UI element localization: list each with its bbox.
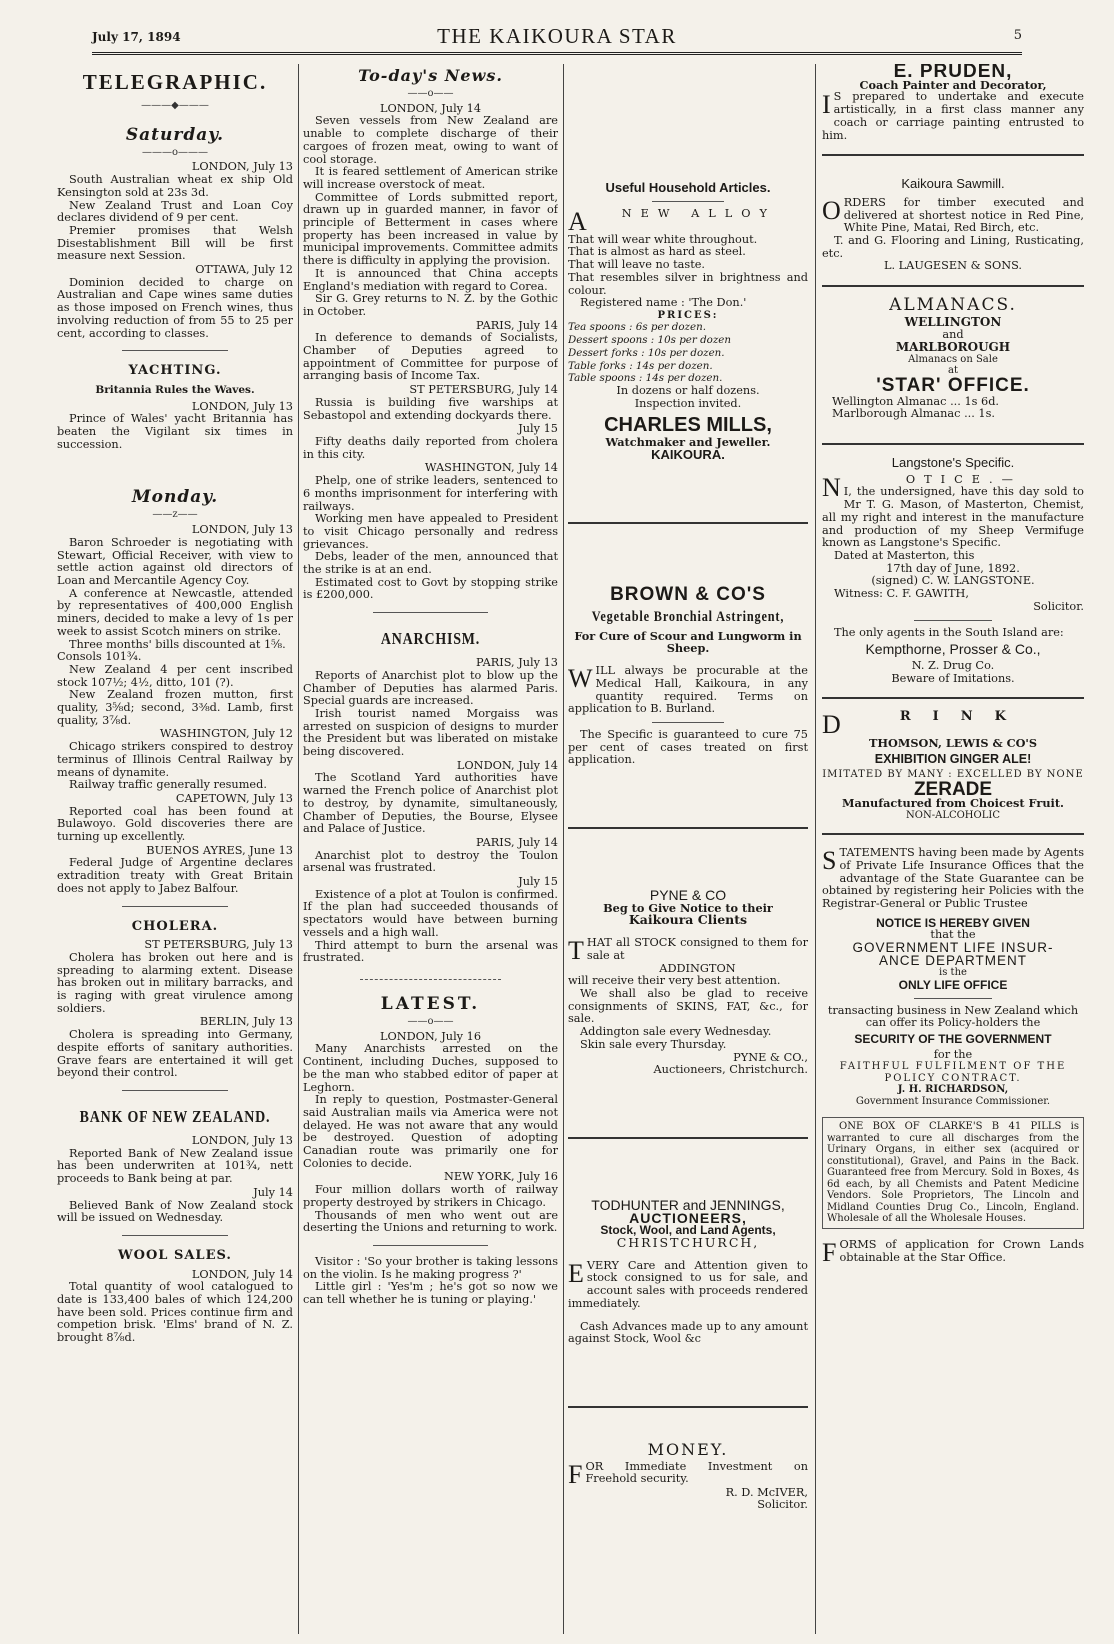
column-rule [815, 64, 816, 1634]
divider [652, 201, 724, 202]
newspaper-title: THE KAIKOURA STAR [437, 24, 677, 48]
ad-line: That will wear white throughout. [568, 232, 758, 246]
news-item: Reports of Anarchist plot to blow up the Chamber of Deputies has alarmed Paris. Special guards are increased. [303, 668, 558, 708]
ad-heading: BROWN & CO'S [610, 583, 766, 605]
column-notices [822, 64, 1084, 1265]
section-heading-latest: LATEST. [380, 994, 481, 1014]
ad-heading: TODHUNTER and JENNINGS, [591, 1196, 785, 1213]
ad-heading: AUCTIONEERS, [629, 1209, 747, 1226]
ad-line: Solicitor. [1033, 599, 1084, 613]
news-item: Reported coal has been found at Bulawoyo. Gold discoveries there are turning up excellently. [57, 804, 293, 844]
dateline: ST PETERSBURG, July 14 [409, 383, 558, 397]
column-telegraphic [57, 64, 293, 1345]
ornament-divider: ———o——— [141, 146, 209, 158]
news-item: Working men have appealed to President to visit Chicago personally and redress grievances. [303, 512, 558, 551]
dateline: LONDON, July 14 [191, 1267, 293, 1281]
dateline: LONDON, July 16 [379, 1029, 482, 1043]
divider [568, 1406, 808, 1408]
ad-heading: CHARLES MILLS, [604, 414, 772, 437]
ad-line: In dozens or half dozens. [616, 383, 760, 397]
section-heading-telegraphic: TELEGRAPHIC. [82, 70, 268, 94]
divider [914, 998, 993, 999]
ad-line: FAITHFUL FULFILMENT OF THE [839, 1061, 1067, 1073]
ad-line: ADDINGTON [659, 961, 736, 975]
ad-line: ONE BOX OF CLARKE'S B 41 PILLS is warranted to cure all discharges from the Urinary Organs, in either sex (acquired or constitutional), Gravel, and Pains in the Back. Guaranteed free from Mercury. Sold in Boxes, 4s 6d each, by all Chemists and Patent Medicine Vendors. Sole Proprietors, The Lincoln and Midland Counties Drug Co., Lincoln, England. Wholesale of all the Wholesale Houses. [827, 1121, 1079, 1225]
ad-heading: Kaikoura Sawmill. [901, 176, 1005, 192]
ad-title: RINK [899, 709, 1028, 725]
divider [568, 827, 808, 829]
dateline: LONDON, July 13 [191, 1134, 293, 1147]
divider [568, 1137, 808, 1139]
dateline: LONDON, July 13 [191, 399, 293, 413]
ad-line: I, the undersigned, have this day sold to Mr T. G. Mason, of Masterton, Chemist, all my right and interest in the manufacture and production of my Sheep Vermifuge known as Langstone's Specific. [822, 485, 1084, 550]
news-item: South Australian wheat ex ship Old Kensington sold at 23s 3d. [57, 173, 293, 199]
ad-heading: KAIKOURA. [651, 447, 725, 463]
news-item: Total quantity of wool catalogued to date is 133,400 bales of which 124,200 have been sold. Prices continue firm and competion brisk. 'Elms' brand of N. Z. brought 8⅞d. [57, 1280, 293, 1345]
news-item: Cholera has broken out here and is spreading to alarming extent. Disease has broken out in military barracks, and is raging with great virulence among soldiers. [57, 950, 293, 1015]
ad-line: Cash Advances made up to any amount against Stock, Wool &c [568, 1319, 808, 1346]
divider [373, 1245, 488, 1246]
ad-heading: SECURITY OF THE GOVERNMENT [854, 1032, 1052, 1047]
ad-heading: EXHIBITION GINGER ALE! [874, 752, 1032, 767]
divider [822, 154, 1084, 156]
subheading: Britannia Rules the Waves. [95, 383, 255, 396]
news-item: Visitor : 'So your brother is taking lessons on the violin. Is he making progress ?' [303, 1254, 558, 1281]
drop-cap: T [568, 936, 584, 966]
ad-heading: ALMANACS. [889, 295, 1017, 316]
divider [373, 612, 488, 613]
ad-line: Skin sale every Thursday. [580, 1037, 727, 1051]
news-item: Committee of Lords submitted report, drawn up in guarded manner, in favor of principle of Betterment in cases where property has been increased in value by municipal improvements. Committee admits there is difficulty in applying the provision. [303, 190, 558, 268]
ad-line: for the [933, 1047, 973, 1061]
ad-signature: PYNE & CO., [733, 1050, 808, 1064]
divider [122, 1090, 228, 1091]
news-item: In deference to demands of Socialists, Chamber of Deputies agreed to appointment of Committee for purpose of arranging basis of Income Tax. [303, 331, 558, 383]
divider [822, 697, 1084, 699]
news-item: New Zealand Trust and Loan Coy declares dividend of 9 per cent. [57, 198, 293, 225]
ad-heading: 'STAR' OFFICE. [876, 374, 1030, 396]
column-advertisements [568, 64, 808, 1512]
ad-line: ORMS of application for Crown Lands obtainable at the Star Office. [839, 1237, 1084, 1264]
divider [822, 443, 1084, 445]
ad-line: Dated at Masterton, this [834, 548, 975, 562]
ad-heading: ONLY LIFE OFFICE [898, 977, 1008, 992]
news-item: Debs, leader of the men, announced that the strike is at an end. [303, 550, 558, 577]
dateline: LONDON, July 14 [379, 101, 482, 115]
news-item: Fifty deaths daily reported from cholera in this city. [303, 434, 558, 461]
ad-line: The Specific is guaranteed to cure 75 per cent of cases treated on first application. [568, 727, 808, 767]
ad-line: Wellington Almanac ... 1s 6d. [832, 394, 1000, 408]
ad-line: THOMSON, LEWIS & CO'S [868, 736, 1038, 751]
dateline: WASHINGTON, July 12 [159, 727, 293, 741]
news-item: Federal Judge of Argentine declares extradition treaty with Great Britain does not apply to Jabez Balfour. [57, 856, 293, 895]
ornament-divider: ———◆——— [141, 100, 209, 111]
divider [122, 350, 228, 351]
column-rule [563, 64, 564, 1634]
ad-signature: Auctioneers, Christchurch. [653, 1063, 808, 1077]
ad-heading: Vegetable Bronchial Astringent, [591, 608, 785, 625]
dateline: July 15 [518, 875, 558, 889]
ad-line: can offer its Policy-holders the [865, 1016, 1041, 1030]
divider [568, 522, 808, 524]
news-item: Dominion decided to charge on Australian and Cape wines same duties as those imposed on French wines, thus involving reduction of from 55 to 25 per cent, according to classes. [57, 275, 293, 340]
ad-line: The only agents in the South Island are: [834, 625, 1064, 639]
section-heading-cholera: CHOLERA. [131, 918, 219, 934]
divider [822, 833, 1084, 835]
news-item: A conference at Newcastle, attended by representatives of 400,000 English miners, decided to make a levy of 1s per week to assist Scotch miners on strike. [57, 586, 293, 638]
ad-pyne [568, 889, 808, 1077]
dateline: LONDON, July 13 [191, 160, 293, 174]
ad-heading: Langstone's Specific. [891, 455, 1015, 471]
section-heading-todays-news: To-day's News. [358, 66, 503, 85]
dateline: CAPETOWN, July 13 [175, 791, 293, 805]
ad-line: Marlborough Almanac ... 1s. [832, 407, 996, 421]
ad-line: T. and G. Flooring and Lining, Rusticating, etc. [822, 234, 1084, 260]
news-item: Reported Bank of New Zealand issue has been underwriten at 101¾, nett proceeds to Bank being at par. [57, 1146, 293, 1186]
dateline: OTTAWA, July 12 [195, 263, 293, 277]
ornament-divider: ——z—— [152, 509, 198, 521]
news-item: Premier promises that Welsh Disestablishment Bill will be first measure next Session. [57, 223, 293, 263]
ad-line: Watchmaker and Jeweller. [605, 435, 771, 450]
ad-clarke [822, 1117, 1084, 1229]
dateline: July 15 [518, 422, 558, 436]
news-item: Phelp, one of strike leaders, sentenced to 6 months imprisonment for interfering with railways. [303, 474, 558, 513]
ad-heading: Useful Household Articles. [605, 180, 771, 195]
news-item: Chicago strikers conspired to destroy terminus of Illinois Central Railway by means of dynamite. [57, 740, 293, 779]
ad-line: (signed) C. W. LANGSTONE. [871, 574, 1035, 588]
ad-line: OR Immediate Investment on Freehold security. [585, 1459, 808, 1486]
news-item: It is feared settlement of American strike will increase overstock of meat. [303, 165, 558, 191]
ad-line: That resembles silver in brightness and colour. [568, 270, 808, 297]
ad-line: HAT all STOCK consigned to them for sale at [586, 936, 808, 962]
news-item: New Zealand frozen mutton, first quality, 3⅝d; second, 3⅜d. Lamb, first quality, 3⅞d. [57, 688, 293, 727]
ad-line: 17th day of June, 1892. [886, 561, 1020, 575]
dateline: LONDON, July 13 [191, 523, 293, 537]
drop-cap: F [822, 1237, 837, 1265]
ad-line: Coach Painter and Decorator, [859, 77, 1047, 92]
ad-line: PRICES: [657, 309, 719, 321]
drop-cap: S [822, 846, 837, 876]
divider [122, 1235, 228, 1236]
dateline: ST PETERSBURG, July 13 [144, 938, 293, 952]
ad-heading: PYNE & CO [649, 887, 727, 904]
ad-heading: GOVERNMENT LIFE INSUR- [852, 940, 1054, 956]
news-item: Anarchist plot to destroy the Toulon arsenal was frustrated. [303, 848, 558, 875]
ad-line: IMITATED BY MANY : EXCELLED BY NONE [822, 768, 1084, 780]
ad-line: Registered name : 'The Don.' [580, 296, 747, 310]
section-heading-wool: WOOL SALES. [118, 1247, 232, 1263]
price-line: Tea spoons : 6s per dozen. [568, 321, 706, 334]
ad-line: ILL always be procurable at the Medical Hall, Kaikoura, in any quantity required. Terms on application to B. Burland. [568, 664, 808, 716]
ad-signature: Solicitor. [757, 1498, 808, 1512]
section-heading-bank: BANK OF NEW ZEALAND. [79, 1107, 271, 1126]
ad-line: Kaikoura Clients [628, 912, 748, 928]
news-item: The Scotland Yard authorities have warned the French police of Anarchist plot to destroy, by dynamite, simultaneously, Chamber of Deputies, the Bourse, Elysee and Palace of Justice. [303, 771, 558, 836]
ornament-divider: ——o—— [407, 88, 454, 99]
ad-line: Witness: C. F. GAWITH, [834, 587, 969, 601]
ad-line: NON-ALCOHOLIC [906, 809, 1000, 821]
dateline: LONDON, July 14 [456, 758, 558, 772]
news-item: Irish tourist named Morgaiss was arrested on suspicion of designs to murder the President but was liberated on mistake being discovered. [303, 706, 558, 759]
news-item: New Zealand 4 per cent inscribed stock 107½; 4½, ditto, 101 (?). [57, 662, 293, 689]
ad-title: OTICE.— [905, 472, 1022, 486]
news-item: Estimated cost to Govt by stopping strike is £200,000. [303, 575, 558, 602]
ad-alloy [568, 208, 808, 462]
column-rule [298, 64, 299, 1634]
ad-title: NEW ALLOY [621, 206, 776, 220]
news-item: Third attempt to burn the arsenal was frustrated. [303, 938, 558, 965]
news-item: Railway traffic generally resumed. [69, 778, 267, 792]
dateline: PARIS, July 13 [476, 656, 558, 670]
page-number: 5 [1013, 28, 1022, 43]
drop-cap: F [568, 1459, 583, 1489]
day-heading-monday: Monday. [131, 487, 219, 508]
ad-line: Inspection invited. [634, 396, 742, 410]
dateline: BERLIN, July 13 [199, 1015, 293, 1029]
ad-line: S prepared to undertake and execute artistically, in a first class manner any coach or carriage painting entrusted to him. [822, 90, 1084, 142]
news-item: Sir G. Grey returns to N. Z. by the Gothic in October. [303, 292, 558, 318]
ad-signature: Government Insurance Commissioner. [855, 1095, 1051, 1107]
divider [122, 906, 228, 907]
drop-cap: E [568, 1258, 584, 1288]
divider [652, 722, 724, 723]
section-heading-yachting: YACHTING. [128, 363, 222, 379]
ad-heading: MONEY. [647, 1439, 729, 1459]
ad-line: is the [939, 967, 967, 979]
dateline: BUENOS AYRES, June 13 [146, 843, 293, 857]
ad-line: RDERS for timber executed and delivered at shortest notice in Red Pine, White Pine, Matai, Red Birch, etc. [843, 195, 1084, 235]
news-item: Thousands of men who went out are deserting the Unions and returning to work. [303, 1208, 558, 1235]
price-line: Table spoons : 14s per dozen. [568, 372, 723, 385]
ad-line: We shall also be glad to receive consignments of SKINS, FAT, &c., for sale. [568, 987, 808, 1026]
ad-line: Manufactured from Choicest Fruit. [842, 795, 1064, 810]
ad-signature: R. D. McIVER, [725, 1485, 808, 1499]
news-item: Believed Bank of Now Zealand stock will be issued on Wednesday. [57, 1198, 293, 1225]
news-item: Russia is building five warships at Sebastopol and extending dockyards there. [303, 395, 558, 422]
news-item: Three months' bills discounted at 1⅝. [69, 637, 286, 651]
day-heading-saturday: Saturday. [125, 124, 225, 145]
ad-line: CHRISTCHURCH, [616, 1235, 760, 1251]
ad-line: Beg to Give Notice to their [603, 900, 773, 915]
ad-heading: Stock, Wool, and Land Agents, [600, 1223, 776, 1238]
drop-cap: N [822, 472, 841, 502]
ad-line: N. Z. Drug Co. [911, 658, 995, 672]
ad-heading: Kempthorne, Prosser & Co., [865, 641, 1041, 658]
news-item: Four million dollars worth of railway property destroyed by strikers in Chicago. [303, 1183, 558, 1209]
price-line: Dessert forks : 10s per dozen. [568, 346, 725, 359]
ad-heading: E. PRUDEN, [893, 64, 1013, 82]
news-item: Many Anarchists arrested on the Continent, including Duches, supposed to be the man who stabbed editor of paper at Leghorn. [303, 1042, 558, 1094]
dateline: WASHINGTON, July 14 [424, 461, 558, 475]
news-item: It is announced that China accepts England's mediation with regard to Corea. [303, 266, 558, 293]
ad-todhunter [568, 1196, 808, 1346]
news-item: Prince of Wales' yacht Britannia has beaten the Vigilant six times in succession. [57, 412, 293, 451]
ad-heading: NOTICE IS HEREBY GIVEN [876, 915, 1030, 930]
divider [914, 620, 993, 621]
ad-line: that the [930, 928, 976, 942]
masthead [92, 22, 1022, 55]
divider [360, 979, 500, 980]
ad-line: TATEMENTS having been made by Agents of Private Life Insurance Offices that the advantage of the State Guarantee can be obtained by registering heir Policies with the Registrar-General or Public Trustee [822, 846, 1084, 910]
news-item: Seven vessels from New Zealand are unable to complete discharge of their cargoes of frozen meat, owing to want of cool storage. [303, 114, 558, 166]
ad-line: That is almost as hard as steel. [568, 245, 746, 259]
section-heading-anarchism: ANARCHISM. [380, 629, 481, 649]
news-item: Little girl : 'Yes'm ; he's got so now we can tell whether he is tuning or playing.' [303, 1280, 558, 1307]
ad-line: at [948, 365, 958, 377]
column-todays-news [303, 64, 558, 1307]
news-item: Consols 101¾. [57, 650, 142, 664]
ad-line: For Cure of Scour and Lungworm in Sheep. [574, 628, 802, 656]
dateline: NEW YORK, July 16 [444, 1170, 558, 1184]
ad-brown [568, 584, 808, 767]
ad-line: Beware of Imitations. [891, 671, 1015, 685]
ad-line: WELLINGTON [904, 314, 1002, 329]
price-line: Dessert spoons : 10s per dozen [568, 334, 732, 347]
news-item: In reply to question, Postmaster-General said Australian mails via America were not delayed. He was not aware that any would be destroyed. Question of adopting Canadian route was primarily one for Colonies to decide. [303, 1093, 558, 1170]
dateline: July 14 [253, 1185, 293, 1199]
ad-line: MARLBOROUGH [895, 340, 1011, 355]
price-line: Table forks : 14s per dozen. [568, 359, 713, 372]
ad-line: Addington sale every Wednesday. [580, 1025, 772, 1039]
drop-cap: A [568, 206, 587, 236]
ad-heading: ZERADE [913, 779, 993, 801]
ad-money [568, 1439, 808, 1512]
drop-cap: O [822, 195, 841, 225]
ad-line: and [942, 327, 964, 341]
ad-signature: L. LAUGESEN & SONS. [883, 259, 1023, 273]
dateline: PARIS, July 14 [476, 318, 558, 332]
news-item: Existence of a plot at Toulon is confirmed. If the plan had succeeded thousands of spectators would have between burning vessels and a high wall. [303, 887, 558, 939]
ad-line: VERY Care and Attention given to stock consigned to us for sale, and account sales with proceeds rendered immediately. [568, 1258, 808, 1310]
dateline: PARIS, July 14 [476, 835, 558, 849]
drop-cap: W [568, 664, 593, 694]
ad-line: will receive their very best attention. [568, 974, 781, 988]
issue-date: July 17, 1894 [92, 30, 181, 44]
ad-signature: J. H. RICHARDSON, [897, 1084, 1009, 1096]
news-item: Cholera is spreading into Germany, despite efforts of sanitary authorities. Grave fears are entertained it will get beyond their control. [57, 1028, 293, 1080]
drop-cap: D [822, 710, 841, 740]
news-item: Baron Schroeder is negotiating with Stewart, Official Receiver, with view to settle action against old directors of Loan and Mercantile Agency Coy. [57, 535, 293, 587]
drop-cap: I [822, 90, 831, 120]
ornament-divider: ——o—— [407, 1016, 454, 1027]
ad-line: That will leave no taste. [568, 258, 706, 272]
ad-line: POLICY CONTRACT. [884, 1072, 1022, 1084]
ad-heading: ANCE DEPARTMENT [878, 952, 1028, 968]
ad-line: transacting business in New Zealand which [827, 1003, 1079, 1017]
divider [822, 285, 1084, 287]
ad-line: Almanacs on Sale [908, 353, 998, 365]
